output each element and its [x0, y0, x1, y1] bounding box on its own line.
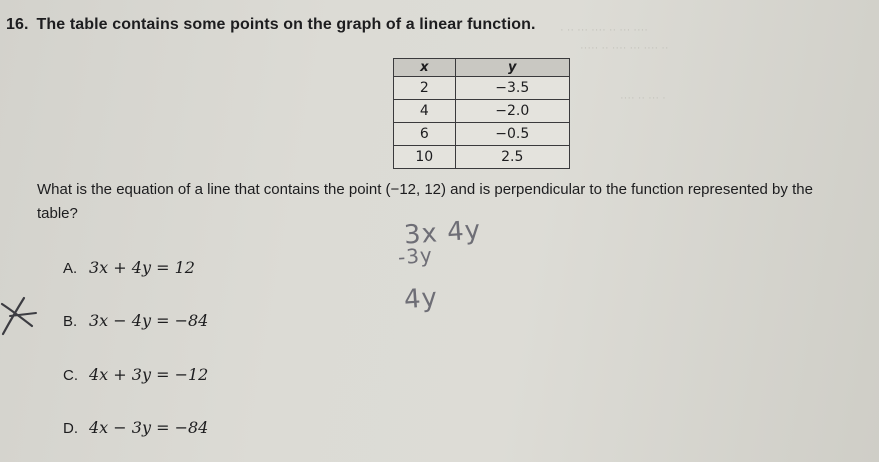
x-cell: 10: [394, 146, 456, 169]
y-cell: 2.5: [455, 146, 569, 169]
show-through-text: ···· ·· ··· ·: [620, 92, 666, 104]
choice-d[interactable]: [63, 418, 208, 437]
choice-equation: 4x − 3y = −84: [89, 418, 209, 437]
choice-equation: 4x + 3y = −12: [89, 365, 209, 384]
show-through-text: ····· ·· ···· ··· ···· ··: [580, 42, 669, 54]
points-table: [393, 58, 570, 169]
choice-letter: D.: [63, 420, 78, 437]
question-number: 16.: [6, 16, 29, 33]
y-cell: −3.5: [455, 77, 569, 100]
choice-letter: B.: [63, 313, 78, 330]
table-row: [394, 77, 570, 100]
choice-c[interactable]: [63, 365, 208, 384]
handwritten-note: 4y: [402, 282, 439, 316]
y-cell: −0.5: [455, 123, 569, 146]
table-header-row: [394, 59, 570, 77]
handwritten-note: -3y: [397, 242, 434, 270]
x-cell: 2: [394, 77, 456, 100]
question-heading: [6, 16, 536, 34]
y-column-header: y: [455, 59, 569, 77]
table-row: [394, 100, 570, 123]
question-intro: The table contains some points on the graph of a linear function.: [36, 16, 536, 33]
y-cell: −2.0: [455, 100, 569, 123]
cross-out-mark-icon: [0, 296, 42, 338]
table-row: [394, 123, 570, 146]
choice-letter: C.: [63, 367, 78, 384]
x-cell: 4: [394, 100, 456, 123]
choice-b[interactable]: [63, 311, 208, 330]
choice-equation: 3x + 4y = 12: [89, 258, 195, 277]
handwritten-note: 3x 4y: [403, 215, 483, 251]
show-through-text: · ·· ··· ···· ·· ··· ····: [560, 24, 648, 36]
question-prompt: What is the equation of a line that contains the point (−12, 12) and is perpendicular to the function represented by the table?: [37, 181, 813, 222]
choice-letter: A.: [63, 260, 78, 277]
choice-a[interactable]: [63, 258, 195, 277]
table-row: [394, 146, 570, 169]
x-column-header: x: [394, 59, 456, 77]
x-cell: 6: [394, 123, 456, 146]
choice-equation: 3x − 4y = −84: [89, 311, 209, 330]
